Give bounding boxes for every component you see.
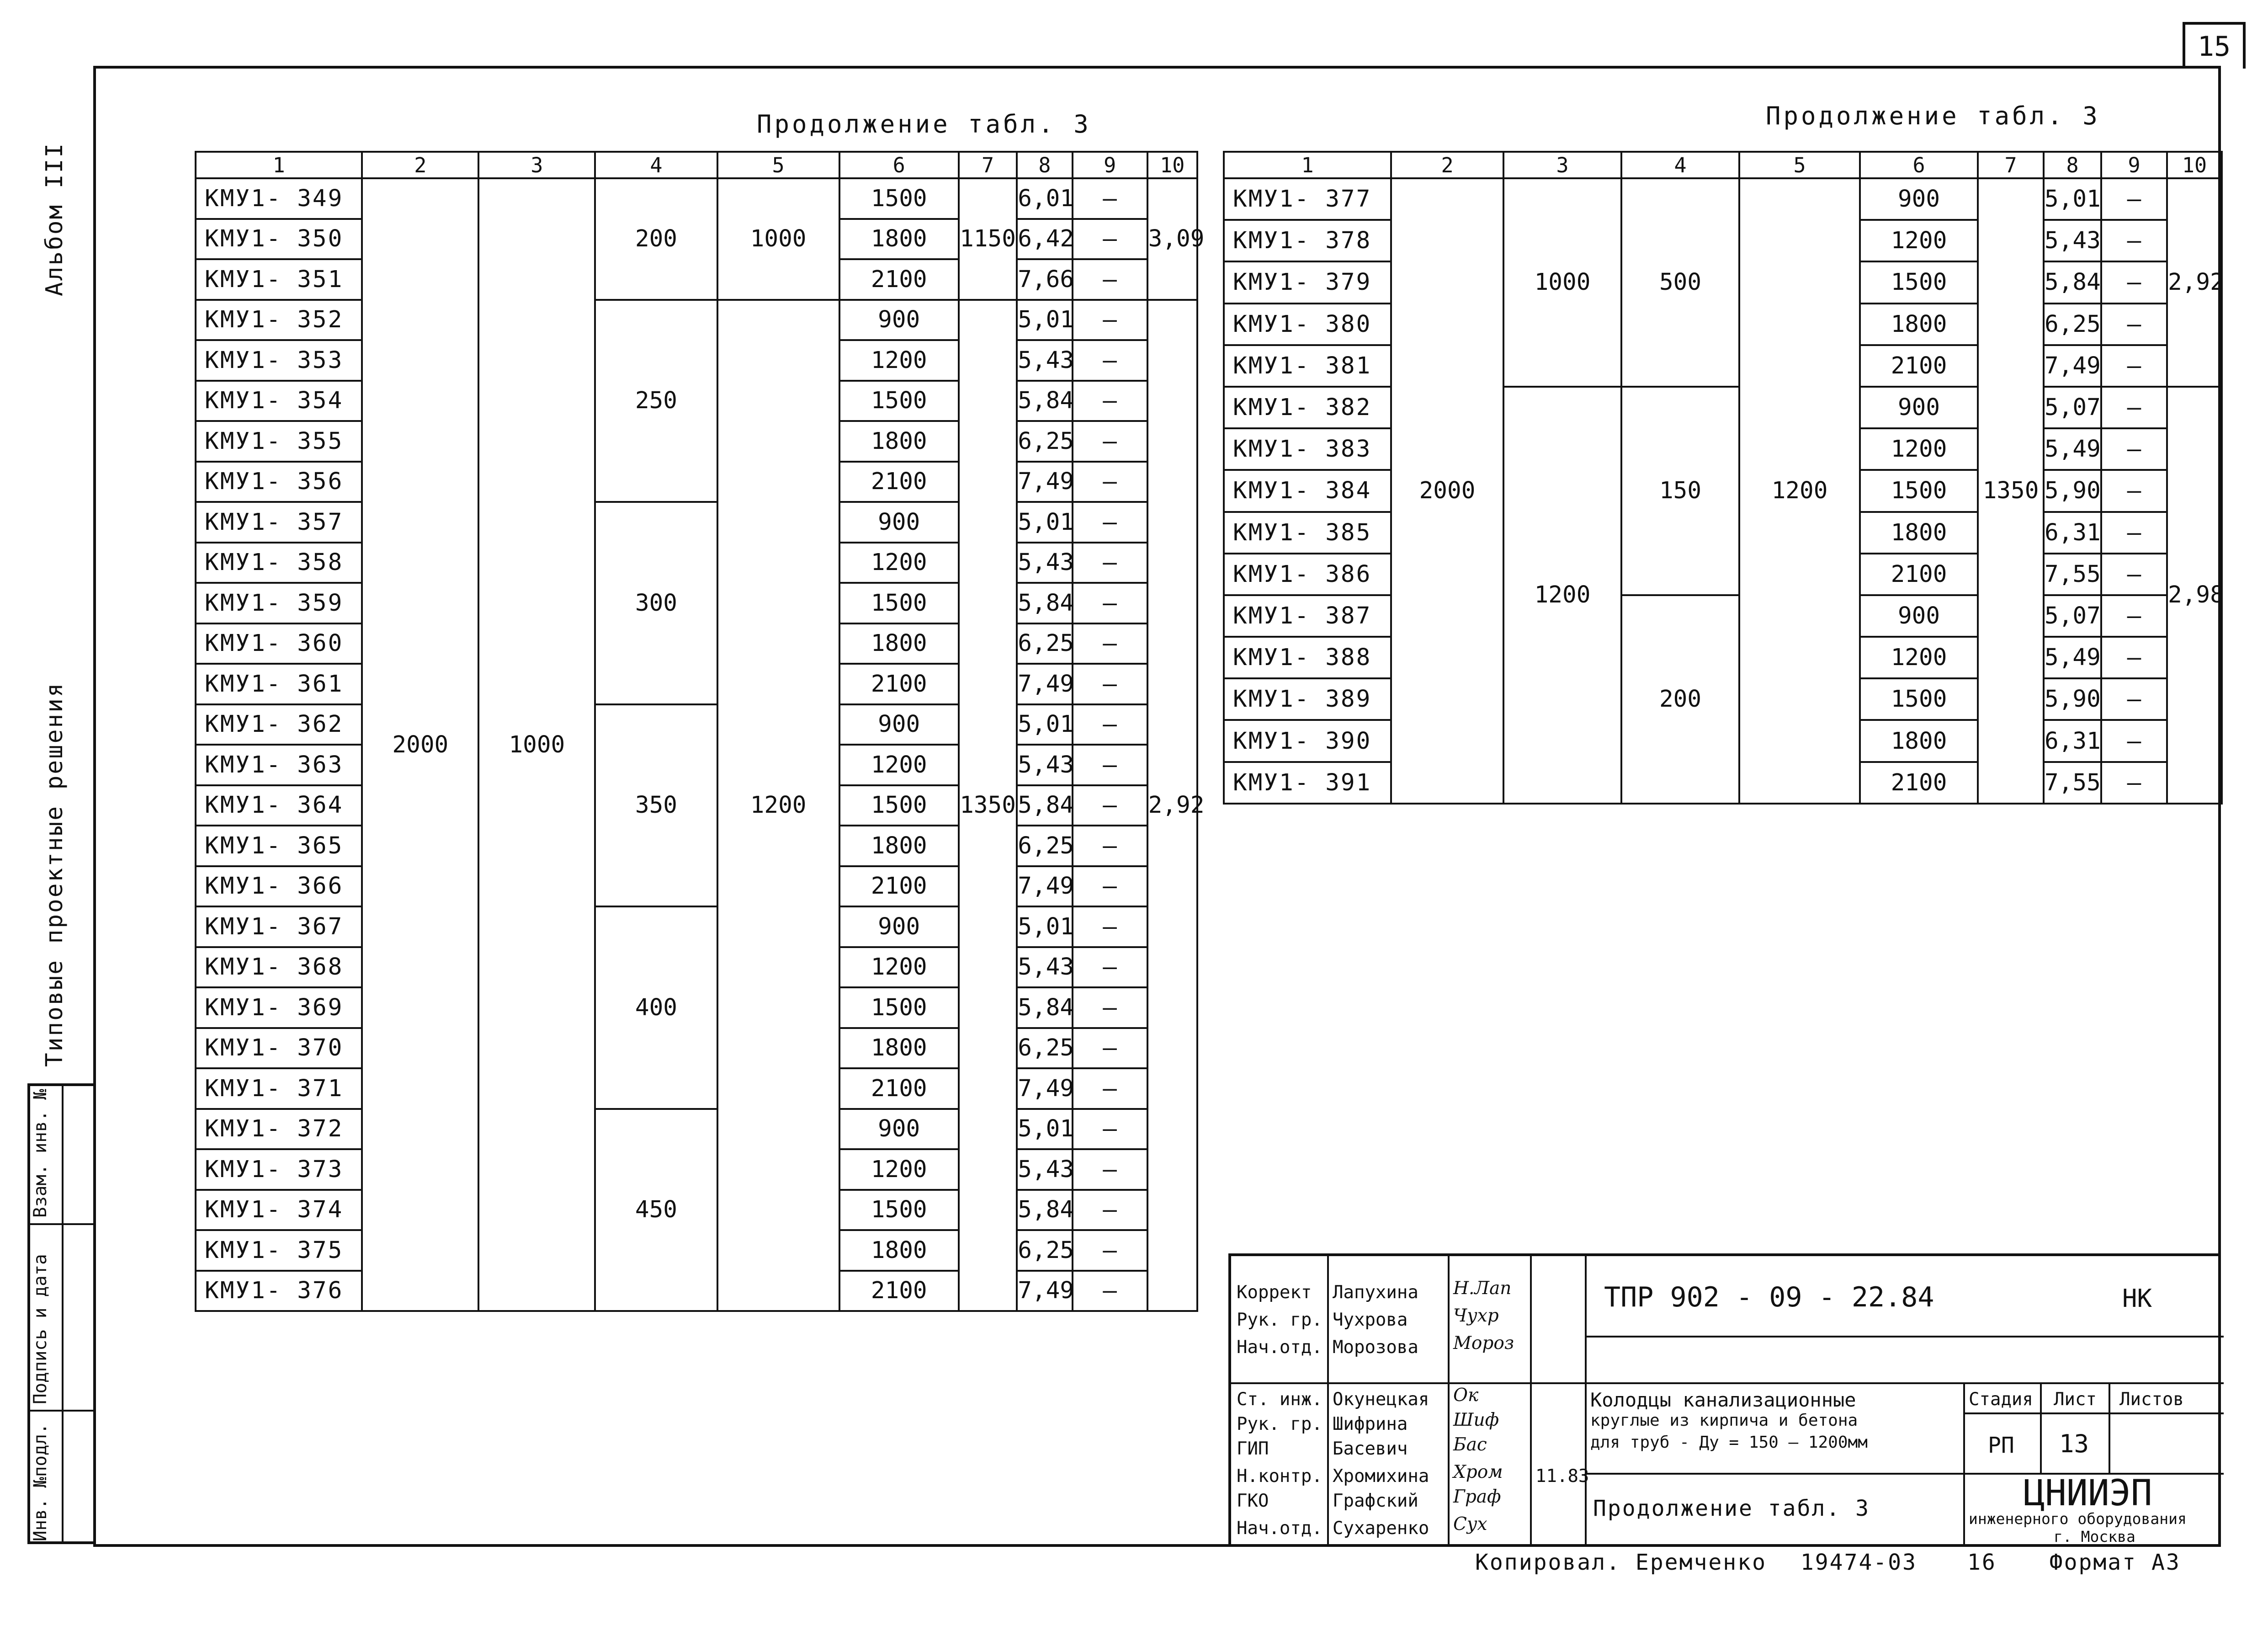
row-mark: КМУ1- 381 [1224,345,1391,387]
right-table-caption: Продолжение табл. 3 [1766,101,2100,130]
sheets-label: Листов [2119,1389,2184,1410]
col4-group: 500 [1621,178,1739,387]
col8-value: 5,01 [1017,906,1072,947]
row-mark: КМУ1- 371 [196,1068,362,1109]
col3-group: 1000 [1503,178,1621,387]
stage-value: РП [1988,1433,2014,1458]
title-line-3: для труб - Ду = 150 — 1200мм [1590,1433,1868,1452]
col9-value: — [1073,421,1147,462]
col6-value: 1800 [1860,304,1978,345]
row-mark: КМУ1- 350 [196,219,362,260]
row-mark: КМУ1- 376 [196,1271,362,1311]
col6-value: 1200 [839,1149,959,1190]
left-spec-table [195,151,1205,1312]
col6-value: 1200 [1860,637,1978,678]
col8-value: 7,55 [2044,554,2101,595]
col6-value: 2100 [839,664,959,704]
column-header: 9 [1073,152,1147,178]
col9-value: — [1073,381,1147,421]
col8-value: 7,66 [1017,259,1072,300]
col9-value: — [2101,762,2167,804]
col8-value: 5,84 [1017,583,1072,623]
col6-value: 1200 [839,543,959,583]
col8-value: 5,01 [1017,1109,1072,1150]
row-mark: КМУ1- 368 [196,947,362,988]
col8-value: 5,84 [1017,987,1072,1028]
col8-value: 5,43 [1017,947,1072,988]
strip-field-2: Подпись и дата [30,1254,51,1404]
col9-value: — [1073,502,1147,543]
column-header: 6 [1860,152,1978,178]
col9-value: — [1073,826,1147,866]
col9-value: — [1073,178,1147,219]
col4-group: 200 [595,178,717,300]
col6-value: 2100 [839,866,959,907]
right-spec-table [1223,151,2223,805]
sign-dept-head-1: Мороз [1453,1333,1514,1354]
row-mark: КМУ1- 370 [196,1028,362,1069]
role-corrector: Коррект [1237,1282,1312,1303]
col8-value: 5,43 [1017,543,1072,583]
row-mark: КМУ1- 373 [196,1149,362,1190]
paper-format: Формат А3 [2049,1550,2181,1575]
table-row [196,1109,1197,1150]
col8-value: 5,07 [2044,387,2101,428]
col8-value: 5,90 [2044,678,2101,720]
sheet-number: 15 [2183,22,2246,69]
col8-value: 6,25 [1017,1230,1072,1271]
col6-value: 2100 [1860,345,1978,387]
col6-value: 900 [839,704,959,745]
col8-value: 7,49 [2044,345,2101,387]
col6-value: 2100 [1860,762,1978,804]
col5-value: 1200 [1739,178,1860,804]
col6-value: 1500 [839,785,959,826]
col4-group: 200 [1621,595,1739,804]
col4-group: 350 [595,704,717,907]
col10-group: 3,09 [1147,178,1197,300]
col2-value: 2000 [1391,178,1503,804]
col9-value: — [2101,178,2167,220]
left-table-caption: Продолжение табл. 3 [757,110,1091,139]
document-type: НК [2122,1284,2152,1313]
sheet-label: Лист [2054,1389,2097,1410]
row-mark: КМУ1- 366 [196,866,362,907]
col9-value: — [2101,637,2167,678]
col5-group: 1200 [717,300,839,1311]
row-mark: КМУ1- 390 [1224,720,1391,762]
col3-group: 1200 [1503,387,1621,804]
col9-value: — [1073,1068,1147,1109]
row-mark: КМУ1- 367 [196,906,362,947]
row-mark: КМУ1- 365 [196,826,362,866]
col9-value: — [2101,387,2167,428]
role-dept-head-2: Нач.отд. [1237,1518,1323,1539]
name-corrector: Лапухина [1333,1282,1418,1303]
copy-note [1475,1550,2181,1575]
name-senior-engineer: Окунецкая [1333,1389,1429,1410]
table-row [196,178,1197,219]
col9-value: — [2101,554,2167,595]
col6-value: 1500 [839,178,959,219]
col8-value: 7,49 [1017,1068,1072,1109]
col8-value: 6,25 [2044,304,2101,345]
row-mark: КМУ1- 378 [1224,220,1391,261]
column-header: 3 [1503,152,1621,178]
col9-value: — [2101,304,2167,345]
sign-senior-engineer: Ок [1453,1385,1479,1406]
col6-value: 1800 [839,826,959,866]
row-mark: КМУ1- 360 [196,623,362,664]
col8-value: 5,43 [1017,340,1072,381]
col8-value: 6,31 [2044,720,2101,762]
name-gko: Графский [1333,1491,1418,1511]
col6-value: 900 [839,1109,959,1150]
col9-value: — [1073,462,1147,502]
title-line-2: круглые из кирпича и бетона [1590,1411,1858,1430]
col6-value: 1800 [839,1230,959,1271]
column-header: 4 [1621,152,1739,178]
col6-value: 1800 [839,623,959,664]
col6-value: 1200 [1860,220,1978,261]
column-header: 1 [1224,152,1391,178]
col6-value: 1800 [1860,720,1978,762]
col6-value: 1800 [839,1028,959,1069]
col6-value: 1800 [839,219,959,260]
sign-date: 11.83 [1535,1466,1589,1487]
row-mark: КМУ1- 359 [196,583,362,623]
col9-value: — [1073,219,1147,260]
col10-group: 2,92 [2167,178,2222,387]
col6-value: 1500 [1860,470,1978,512]
col6-value: 1800 [1860,512,1978,554]
col9-value: — [2101,512,2167,554]
column-header: 1 [196,152,362,178]
col7-value: 1350 [1978,178,2044,804]
stage-label: Стадия [1969,1389,2033,1410]
col9-value: — [2101,720,2167,762]
column-header: 2 [362,152,478,178]
col8-value: 7,55 [2044,762,2101,804]
inventory-number: 19474-03 [1800,1550,1917,1575]
col6-value: 1200 [839,947,959,988]
col8-value: 5,49 [2044,637,2101,678]
sheet-title: Продолжение табл. 3 [1593,1496,1870,1521]
col6-value: 2100 [1860,554,1978,595]
row-mark: КМУ1- 377 [1224,178,1391,220]
role-norm-control: Н.контр. [1237,1466,1323,1487]
col6-value: 2100 [839,462,959,502]
col9-value: — [1073,1028,1147,1069]
col8-value: 6,42 [1017,219,1072,260]
col6-value: 2100 [839,1271,959,1311]
col7-group: 1350 [959,300,1017,1311]
column-header: 4 [595,152,717,178]
row-mark: КМУ1- 349 [196,178,362,219]
col9-value: — [1073,906,1147,947]
row-mark: КМУ1- 385 [1224,512,1391,554]
col9-value: — [1073,543,1147,583]
col6-value: 900 [1860,178,1978,220]
row-mark: КМУ1- 361 [196,664,362,704]
col8-value: 5,84 [2044,261,2101,303]
col9-value: — [1073,1109,1147,1150]
col6-value: 1200 [839,340,959,381]
sign-group-head-1: Чухр [1453,1306,1499,1326]
table-row [196,300,1197,341]
row-mark: КМУ1- 375 [196,1230,362,1271]
name-group-head-2: Шифрина [1333,1414,1408,1434]
strip-field-1: Инв. №подл. [30,1423,51,1541]
col6-value: 1500 [1860,261,1978,303]
organization-subtitle: инженерного оборудования [1969,1510,2187,1528]
col6-value: 900 [839,300,959,341]
col4-group: 150 [1621,387,1739,595]
col9-value: — [1073,947,1147,988]
col8-value: 5,84 [1017,381,1072,421]
sign-group-head-2: Шиф [1453,1410,1499,1430]
col9-value: — [1073,1149,1147,1190]
col9-value: — [1073,704,1147,745]
role-chief-engineer: ГИП [1237,1439,1269,1459]
column-header: 2 [1391,152,1503,178]
col8-value: 5,01 [1017,704,1072,745]
column-header: 8 [2044,152,2101,178]
column-header: 9 [2101,152,2167,178]
col8-value: 5,43 [1017,1149,1072,1190]
column-header: 5 [717,152,839,178]
col8-value: 6,31 [2044,512,2101,554]
col6-value: 1800 [839,421,959,462]
row-mark: КМУ1- 387 [1224,595,1391,637]
col6-value: 900 [1860,595,1978,637]
row-mark: КМУ1- 391 [1224,762,1391,804]
row-mark: КМУ1- 352 [196,300,362,341]
col9-value: — [1073,745,1147,785]
document-code: ТПР 902 - 09 - 22.84 [1604,1281,1934,1313]
row-mark: КМУ1- 388 [1224,637,1391,678]
row-mark: КМУ1- 351 [196,259,362,300]
col9-value: — [2101,345,2167,387]
col9-value: — [1073,866,1147,907]
column-header: 10 [2167,152,2222,178]
col8-value: 6,01 [1017,178,1072,219]
col6-value: 900 [839,502,959,543]
col2-value: 2000 [362,178,478,1311]
col4-group: 450 [595,1109,717,1311]
col6-value: 1200 [1860,428,1978,470]
col6-value: 1500 [839,1190,959,1231]
table-row [196,502,1197,543]
table-row [1224,595,2222,637]
sheet-value: 13 [2059,1429,2089,1458]
col3-value: 1000 [478,178,595,1311]
col9-value: — [1073,583,1147,623]
col9-value: — [1073,785,1147,826]
name-chief-engineer: Басевич [1333,1439,1408,1459]
col9-value: — [2101,595,2167,637]
col4-group: 250 [595,300,717,502]
name-group-head-1: Чухрова [1333,1310,1408,1330]
row-mark: КМУ1- 355 [196,421,362,462]
col9-value: — [1073,1190,1147,1231]
row-mark: КМУ1- 356 [196,462,362,502]
row-mark: КМУ1- 386 [1224,554,1391,595]
col10-group: 2,98 [2167,387,2222,804]
col6-value: 900 [1860,387,1978,428]
row-mark: КМУ1- 374 [196,1190,362,1231]
col6-value: 1500 [839,381,959,421]
row-mark: КМУ1- 380 [1224,304,1391,345]
title-block [1228,1253,2221,1544]
col8-value: 5,90 [2044,470,2101,512]
row-mark: КМУ1- 384 [1224,470,1391,512]
row-mark: КМУ1- 383 [1224,428,1391,470]
col9-value: — [1073,623,1147,664]
col8-value: 6,25 [1017,421,1072,462]
col9-value: — [1073,300,1147,341]
row-mark: КМУ1- 354 [196,381,362,421]
col8-value: 5,84 [1017,785,1072,826]
strip-field-3: Взам. инв. № [30,1089,51,1218]
album-label: Альбом III [41,142,68,296]
col8-value: 5,01 [1017,502,1072,543]
col8-value: 6,25 [1017,623,1072,664]
col8-value: 5,49 [2044,428,2101,470]
col8-value: 7,49 [1017,1271,1072,1311]
role-group-head-1: Рук. гр. [1237,1310,1323,1330]
col10-group: 2,92 [1147,300,1197,1311]
row-mark: КМУ1- 353 [196,340,362,381]
sign-gko: Граф [1453,1487,1501,1507]
column-header: 8 [1017,152,1072,178]
column-header: 7 [959,152,1017,178]
col9-value: — [1073,664,1147,704]
sign-norm-control: Хром [1453,1462,1503,1482]
col4-group: 400 [595,906,717,1109]
row-mark: КМУ1- 362 [196,704,362,745]
col9-value: — [1073,340,1147,381]
table-row [196,704,1197,745]
col6-value: 900 [839,906,959,947]
sign-chief-engineer: Бас [1453,1434,1487,1455]
col7-group: 1150 [959,178,1017,300]
col6-value: 2100 [839,259,959,300]
page-index: 16 [1967,1550,1997,1575]
organization-city: г. Москва [2054,1528,2135,1545]
col9-value: — [1073,259,1147,300]
col6-value: 2100 [839,1068,959,1109]
col8-value: 5,43 [2044,220,2101,261]
col9-value: — [1073,1230,1147,1271]
col6-value: 1500 [1860,678,1978,720]
col8-value: 7,49 [1017,462,1072,502]
row-mark: КМУ1- 372 [196,1109,362,1150]
row-mark: КМУ1- 379 [1224,261,1391,303]
col8-value: 5,84 [1017,1190,1072,1231]
col8-value: 6,25 [1017,1028,1072,1069]
col4-group: 300 [595,502,717,704]
role-group-head-2: Рук. гр. [1237,1414,1323,1434]
name-dept-head-2: Сухаренко [1333,1518,1429,1539]
col8-value: 5,43 [1017,745,1072,785]
row-mark: КМУ1- 382 [1224,387,1391,428]
col5-group: 1000 [717,178,839,300]
col8-value: 7,49 [1017,866,1072,907]
col8-value: 7,49 [1017,664,1072,704]
col8-value: 5,07 [2044,595,2101,637]
col6-value: 1200 [839,745,959,785]
col9-value: — [2101,678,2167,720]
col9-value: — [1073,987,1147,1028]
column-header: 7 [1978,152,2044,178]
col9-value: — [2101,428,2167,470]
col9-value: — [2101,261,2167,303]
name-norm-control: Хромихина [1333,1466,1429,1487]
row-mark: КМУ1- 357 [196,502,362,543]
series-label: Типовые проектные решения [41,682,68,1067]
table-row [196,906,1197,947]
table-row [1224,387,2222,428]
role-gko: ГКО [1237,1491,1269,1511]
col9-value: — [2101,470,2167,512]
role-senior-engineer: Ст. инж. [1237,1389,1323,1410]
column-header: 6 [839,152,959,178]
col6-value: 1500 [839,583,959,623]
name-dept-head-1: Морозова [1333,1337,1418,1358]
col8-value: 5,01 [1017,300,1072,341]
title-line-1: Колодцы канализационные [1590,1389,1856,1411]
role-dept-head-1: Нач.отд. [1237,1337,1323,1358]
col8-value: 5,01 [2044,178,2101,220]
col9-value: — [1073,1271,1147,1311]
col6-value: 1500 [839,987,959,1028]
col8-value: 6,25 [1017,826,1072,866]
table-row [1224,178,2222,220]
copied-by: Копировал. Еремченко [1475,1550,1767,1575]
column-header: 5 [1739,152,1860,178]
row-mark: КМУ1- 389 [1224,678,1391,720]
sign-dept-head-2: Сух [1453,1514,1487,1535]
col9-value: — [2101,220,2167,261]
sign-corrector: Н.Лап [1453,1278,1512,1299]
row-mark: КМУ1- 369 [196,987,362,1028]
row-mark: КМУ1- 364 [196,785,362,826]
column-header: 3 [478,152,595,178]
row-mark: КМУ1- 363 [196,745,362,785]
organization-name: ЦНИИЭП [2024,1473,2152,1514]
row-mark: КМУ1- 358 [196,543,362,583]
column-header: 10 [1147,152,1197,178]
